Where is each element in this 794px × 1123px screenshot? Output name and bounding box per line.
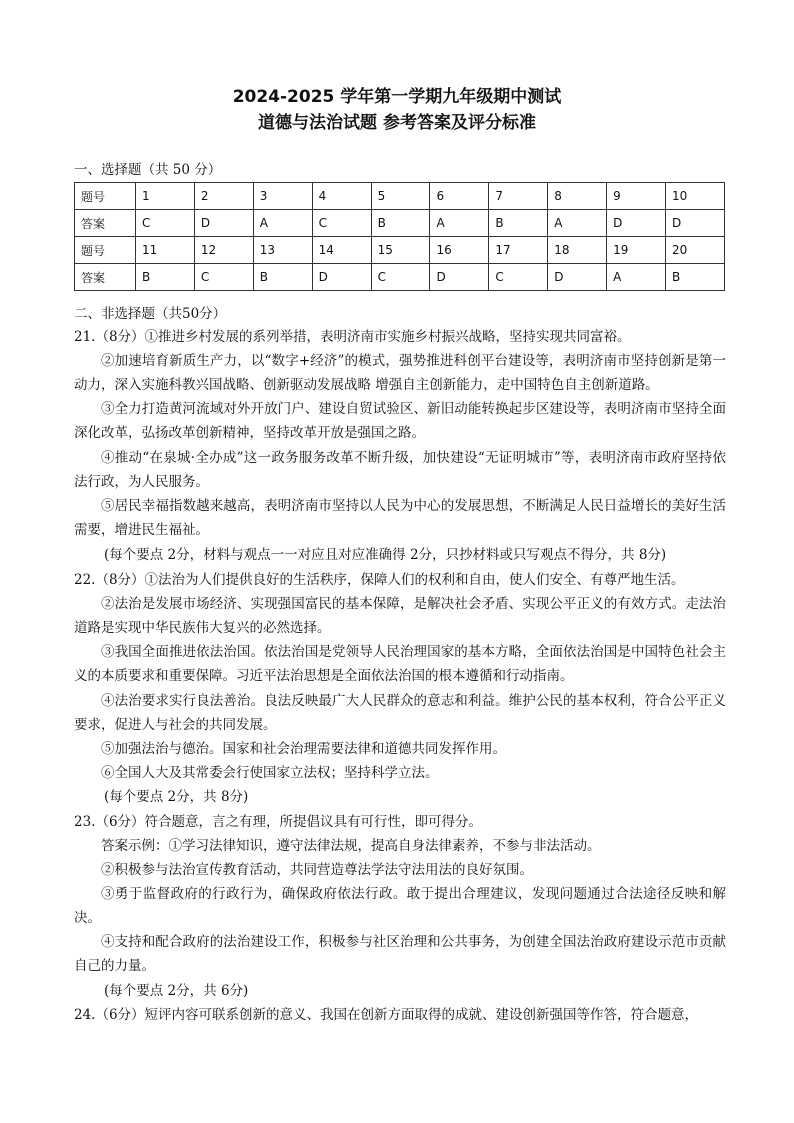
q23-point-2: ②积极参与法治宣传教育活动，共同营造尊法学法守法用法的良好氛围。 bbox=[101, 862, 533, 878]
answer-table-row bbox=[75, 210, 725, 237]
answer-table-row-label: 答案 bbox=[75, 264, 136, 291]
answer-table-cell: A bbox=[253, 210, 312, 237]
answer-table-cell: 20 bbox=[666, 237, 725, 264]
answer-table-cell: 8 bbox=[548, 183, 607, 210]
q21-scoring-note: (每个要点 2分，材料与观点一一对应且对应准确得 2分，只抄材料或只写观点不得分，共 8分) bbox=[104, 547, 667, 563]
section2-heading: 二、非选择题（共50分） bbox=[74, 306, 227, 322]
answer-table-cell: 1 bbox=[136, 183, 195, 210]
answer-table-cell: 15 bbox=[371, 237, 430, 264]
answer-table-cell: D bbox=[194, 210, 253, 237]
doc-subtitle: 道德与法治试题 参考答案及评分标准 bbox=[258, 113, 536, 133]
q21-point-5: ⑤居民幸福指数越来越高，表明济南市坚持以人民为中心的发展思想，不断满足人民日益增长的美好生活需要，增进民生福祉。 bbox=[74, 498, 726, 538]
answer-table-cell: 7 bbox=[489, 183, 548, 210]
q22-point-4: ④法治要求实行良法善治。良法反映最广大人民群众的意志和利益。维护公民的基本权利，符合公平正义要求，促进人与社会的共同发展。 bbox=[74, 693, 726, 733]
answer-table-cell: 14 bbox=[312, 237, 371, 264]
answer-table-row-label: 题号 bbox=[75, 237, 136, 264]
q24-intro: 24.（6分）短评内容可联系创新的意义、我国在创新方面取得的成就、建设创新强国等作答，符合题意， bbox=[74, 1007, 699, 1023]
answer-table-cell: 2 bbox=[194, 183, 253, 210]
answer-table-cell: 6 bbox=[430, 183, 489, 210]
answer-table-cell: 18 bbox=[548, 237, 607, 264]
q22-point-5: ⑤加强法治与德治。国家和社会治理需要法律和道德共同发挥作用。 bbox=[101, 741, 506, 757]
answer-table-cell: 5 bbox=[371, 183, 430, 210]
answer-table-cell: C bbox=[312, 210, 371, 237]
q23-point-4: ④支持和配合政府的法治建设工作，积极参与社区治理和公共事务，为创建全国法治政府建设示范市贡献自己的力量。 bbox=[74, 934, 726, 974]
answer-table-cell: A bbox=[607, 264, 666, 291]
answer-table-cell: A bbox=[430, 210, 489, 237]
q21-point-1: 21.（8分）①推进乡村发展的系列举措，表明济南市实施乡村振兴战略，坚持实现共同富裕。 bbox=[74, 329, 631, 345]
answer-table-row bbox=[75, 183, 725, 210]
answer-table-row-label: 题号 bbox=[75, 183, 136, 210]
q23-point-3: ③勇于监督政府的行政行为，确保政府依法行政。敢于提出合理建议，发现问题通过合法途径反映和解决。 bbox=[74, 886, 726, 926]
answer-table-cell: B bbox=[136, 264, 195, 291]
answer-table-cell: 13 bbox=[253, 237, 312, 264]
doc-title: 2024-2025 学年第一学期九年级期中测试 bbox=[232, 87, 562, 107]
answer-table-cell: D bbox=[607, 210, 666, 237]
q23-point-1: 答案示例：①学习法律知识，遵守法律法规，提高自身法律素养，不参与非法活动。 bbox=[101, 838, 601, 854]
q21-point-3: ③全力打造黄河流域对外开放门户、建设自贸试验区、新旧动能转换起步区建设等，表明济南市坚持全面深化改革，弘扬改革创新精神，坚持改革开放是强国之路。 bbox=[74, 401, 726, 441]
answer-table-cell: B bbox=[371, 210, 430, 237]
answer-table-row bbox=[75, 264, 725, 291]
answer-table-cell: C bbox=[489, 264, 548, 291]
answer-table-cell: D bbox=[666, 210, 725, 237]
section1-heading: 一、选择题（共 50 分） bbox=[74, 162, 222, 178]
q23-intro: 23.（6分）符合题意，言之有理，所提倡议具有可行性，即可得分。 bbox=[74, 814, 483, 830]
answer-table-cell: B bbox=[253, 264, 312, 291]
answer-table-cell: B bbox=[489, 210, 548, 237]
answer-table-cell: 19 bbox=[607, 237, 666, 264]
q21-point-4: ④推动“在泉城·全办成”这一政务服务改革不断升级，加快建设“无证明城市”等，表明济南市政府坚持依法行政，为人民服务。 bbox=[74, 450, 726, 490]
answer-table-cell: B bbox=[666, 264, 725, 291]
q22-point-1: 22.（8分）①法治为人们提供良好的生活秩序，保障人们的权利和自由，使人们安全、有尊严地生活。 bbox=[74, 572, 685, 588]
answer-table-cell: C bbox=[136, 210, 195, 237]
answer-table-cell: 11 bbox=[136, 237, 195, 264]
q23-scoring-note: (每个要点 2分，共 6分) bbox=[104, 983, 249, 999]
answer-table-cell: 4 bbox=[312, 183, 371, 210]
answer-table-cell: 3 bbox=[253, 183, 312, 210]
answer-table-cell: 17 bbox=[489, 237, 548, 264]
answer-table bbox=[74, 182, 725, 291]
answer-table-cell: C bbox=[194, 264, 253, 291]
q22-point-2: ②法治是发展市场经济、实现强国富民的基本保障，是解决社会矛盾、实现公平正义的有效方式。走法治道路是实现中华民族伟大复兴的必然选择。 bbox=[74, 596, 726, 636]
answer-table-cell: 9 bbox=[607, 183, 666, 210]
q22-scoring-note: (每个要点 2分，共 8分) bbox=[104, 789, 249, 805]
answer-table-cell: A bbox=[548, 210, 607, 237]
answer-table-cell: 10 bbox=[666, 183, 725, 210]
q21-point-2: ②加速培育新质生产力，以“数字+经济”的模式，强势推进科创平台建设等，表明济南市坚持创新是第一动力，深入实施科教兴国战略、创新驱动发展战略 增强自主创新能力，走中国特色自主创新道路。 bbox=[74, 353, 726, 393]
answer-table-cell: 16 bbox=[430, 237, 489, 264]
q22-point-6: ⑥全国人大及其常委会行使国家立法权；坚持科学立法。 bbox=[101, 765, 439, 781]
answer-table-cell: C bbox=[371, 264, 430, 291]
answer-table-cell: D bbox=[430, 264, 489, 291]
answer-table-cell: D bbox=[312, 264, 371, 291]
answer-table-row bbox=[75, 237, 725, 264]
answer-table-cell: 12 bbox=[194, 237, 253, 264]
answer-table-cell: D bbox=[548, 264, 607, 291]
answer-table-row-label: 答案 bbox=[75, 210, 136, 237]
q22-point-3: ③我国全面推进依法治国。依法治国是党领导人民治理国家的基本方略，全面依法治国是中国特色社会主义的本质要求和重要保障。习近平法治思想是全面依法治国的根本遵循和行动指南。 bbox=[74, 644, 726, 684]
